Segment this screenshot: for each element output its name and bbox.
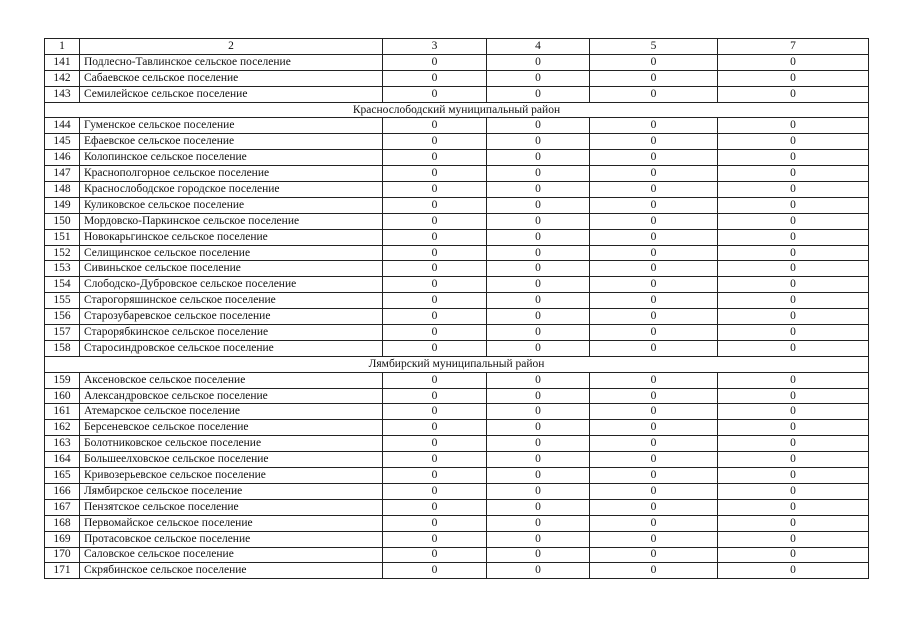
value-cell: 0: [487, 325, 590, 341]
table-row: [45, 229, 869, 245]
table-row: [45, 134, 869, 150]
value-cell: 0: [383, 547, 487, 563]
table-row: [45, 182, 869, 198]
value-cell: 0: [718, 197, 869, 213]
table-row: [45, 515, 869, 531]
value-cell: 0: [718, 182, 869, 198]
value-cell: 0: [718, 515, 869, 531]
row-number: 143: [45, 86, 80, 102]
value-cell: 0: [383, 563, 487, 579]
value-cell: 0: [383, 54, 487, 70]
value-cell: 0: [590, 468, 718, 484]
table-row: [45, 563, 869, 579]
value-cell: 0: [487, 452, 590, 468]
value-cell: 0: [590, 483, 718, 499]
value-cell: 0: [383, 531, 487, 547]
row-number: 155: [45, 293, 80, 309]
value-cell: 0: [590, 531, 718, 547]
value-cell: 0: [487, 420, 590, 436]
table-row: [45, 277, 869, 293]
value-cell: 0: [487, 372, 590, 388]
table-row: [45, 293, 869, 309]
value-cell: 0: [590, 420, 718, 436]
table-row: [45, 420, 869, 436]
value-cell: 0: [383, 388, 487, 404]
value-cell: 0: [487, 515, 590, 531]
table-row: [45, 213, 869, 229]
value-cell: 0: [383, 420, 487, 436]
value-cell: 0: [718, 388, 869, 404]
table-row: [45, 245, 869, 261]
value-cell: 0: [487, 54, 590, 70]
settlement-name: Александровское сельское поселение: [80, 388, 383, 404]
value-cell: 0: [383, 229, 487, 245]
value-cell: 0: [487, 166, 590, 182]
settlement-name: Краснополгорное сельское поселение: [80, 166, 383, 182]
value-cell: 0: [383, 166, 487, 182]
row-number: 164: [45, 452, 80, 468]
value-cell: 0: [718, 436, 869, 452]
column-number-row: [45, 39, 869, 55]
settlement-name: Старорябкинское сельское поселение: [80, 325, 383, 341]
value-cell: 0: [487, 531, 590, 547]
district-title: Лямбирский муниципальный район: [45, 356, 869, 372]
row-number: 167: [45, 499, 80, 515]
row-number: 159: [45, 372, 80, 388]
value-cell: 0: [383, 261, 487, 277]
table-row: [45, 150, 869, 166]
value-cell: 0: [487, 468, 590, 484]
district-section-row: [45, 102, 869, 118]
settlement-name: Селищинское сельское поселение: [80, 245, 383, 261]
settlement-name: Старогоряшинское сельское поселение: [80, 293, 383, 309]
value-cell: 0: [487, 547, 590, 563]
value-cell: 0: [590, 213, 718, 229]
settlement-name: Подлесно-Тавлинское сельское поселение: [80, 54, 383, 70]
table-row: [45, 436, 869, 452]
value-cell: 0: [487, 229, 590, 245]
table-row: [45, 483, 869, 499]
value-cell: 0: [383, 404, 487, 420]
row-number: 158: [45, 340, 80, 356]
value-cell: 0: [487, 309, 590, 325]
value-cell: 0: [590, 452, 718, 468]
value-cell: 0: [383, 118, 487, 134]
settlement-name: Лямбирское сельское поселение: [80, 483, 383, 499]
table-row: [45, 70, 869, 86]
value-cell: 0: [718, 547, 869, 563]
value-cell: 0: [718, 293, 869, 309]
settlement-name: Новокарьгинское сельское поселение: [80, 229, 383, 245]
value-cell: 0: [487, 245, 590, 261]
value-cell: 0: [590, 404, 718, 420]
value-cell: 0: [718, 340, 869, 356]
row-number: 161: [45, 404, 80, 420]
value-cell: 0: [383, 436, 487, 452]
row-number: 154: [45, 277, 80, 293]
value-cell: 0: [718, 499, 869, 515]
column-number-3: 3: [383, 39, 487, 55]
value-cell: 0: [718, 483, 869, 499]
value-cell: 0: [718, 245, 869, 261]
row-number: 156: [45, 309, 80, 325]
value-cell: 0: [590, 563, 718, 579]
settlement-name: Первомайское сельское поселение: [80, 515, 383, 531]
table-row: [45, 166, 869, 182]
table-row: [45, 118, 869, 134]
settlement-name: Мордовско-Паркинское сельское поселение: [80, 213, 383, 229]
value-cell: 0: [590, 134, 718, 150]
settlement-name: Ефаевское сельское поселение: [80, 134, 383, 150]
row-number: 152: [45, 245, 80, 261]
table-row: [45, 468, 869, 484]
value-cell: 0: [487, 436, 590, 452]
value-cell: 0: [718, 86, 869, 102]
value-cell: 0: [383, 70, 487, 86]
value-cell: 0: [383, 483, 487, 499]
value-cell: 0: [487, 261, 590, 277]
row-number: 171: [45, 563, 80, 579]
row-number: 144: [45, 118, 80, 134]
settlement-name: Слободско-Дубровское сельское поселение: [80, 277, 383, 293]
row-number: 166: [45, 483, 80, 499]
value-cell: 0: [718, 277, 869, 293]
value-cell: 0: [590, 325, 718, 341]
value-cell: 0: [590, 54, 718, 70]
value-cell: 0: [590, 309, 718, 325]
table-row: [45, 86, 869, 102]
value-cell: 0: [718, 134, 869, 150]
value-cell: 0: [383, 515, 487, 531]
row-number: 147: [45, 166, 80, 182]
value-cell: 0: [718, 420, 869, 436]
row-number: 146: [45, 150, 80, 166]
settlement-name: Аксеновское сельское поселение: [80, 372, 383, 388]
row-number: 149: [45, 197, 80, 213]
settlement-name: Сивиньское сельское поселение: [80, 261, 383, 277]
value-cell: 0: [590, 182, 718, 198]
value-cell: 0: [590, 197, 718, 213]
district-title: Краснослободский муниципальный район: [45, 102, 869, 118]
value-cell: 0: [383, 468, 487, 484]
district-section-row: [45, 356, 869, 372]
settlement-name: Большеелховское сельское поселение: [80, 452, 383, 468]
column-number-5: 5: [590, 39, 718, 55]
row-number: 170: [45, 547, 80, 563]
value-cell: 0: [383, 309, 487, 325]
table-row: [45, 340, 869, 356]
value-cell: 0: [487, 118, 590, 134]
value-cell: 0: [487, 483, 590, 499]
value-cell: 0: [487, 150, 590, 166]
value-cell: 0: [383, 86, 487, 102]
table-row: [45, 372, 869, 388]
value-cell: 0: [487, 340, 590, 356]
row-number: 160: [45, 388, 80, 404]
value-cell: 0: [718, 229, 869, 245]
row-number: 165: [45, 468, 80, 484]
value-cell: 0: [383, 499, 487, 515]
settlement-name: Кривозерьевское сельское поселение: [80, 468, 383, 484]
value-cell: 0: [487, 277, 590, 293]
row-number: 142: [45, 70, 80, 86]
value-cell: 0: [718, 404, 869, 420]
column-number-4: 4: [487, 39, 590, 55]
value-cell: 0: [590, 229, 718, 245]
settlement-name: Колопинское сельское поселение: [80, 150, 383, 166]
value-cell: 0: [718, 452, 869, 468]
value-cell: 0: [383, 197, 487, 213]
settlement-name: Берсеневское сельское поселение: [80, 420, 383, 436]
row-number: 141: [45, 54, 80, 70]
value-cell: 0: [383, 213, 487, 229]
row-number: 162: [45, 420, 80, 436]
value-cell: 0: [718, 531, 869, 547]
row-number: 169: [45, 531, 80, 547]
value-cell: 0: [383, 134, 487, 150]
value-cell: 0: [383, 372, 487, 388]
column-number-1: 1: [45, 39, 80, 55]
value-cell: 0: [590, 245, 718, 261]
settlement-name: Скрябинское сельское поселение: [80, 563, 383, 579]
value-cell: 0: [487, 182, 590, 198]
value-cell: 0: [487, 134, 590, 150]
row-number: 163: [45, 436, 80, 452]
value-cell: 0: [590, 372, 718, 388]
value-cell: 0: [590, 515, 718, 531]
value-cell: 0: [383, 452, 487, 468]
value-cell: 0: [383, 293, 487, 309]
value-cell: 0: [383, 277, 487, 293]
row-number: 145: [45, 134, 80, 150]
settlement-name: Краснослободское городское поселение: [80, 182, 383, 198]
table-row: [45, 531, 869, 547]
value-cell: 0: [590, 293, 718, 309]
value-cell: 0: [487, 293, 590, 309]
settlement-name: Сабаевское сельское поселение: [80, 70, 383, 86]
settlement-name: Семилейское сельское поселение: [80, 86, 383, 102]
table-row: [45, 54, 869, 70]
value-cell: 0: [383, 245, 487, 261]
settlement-name: Протасовское сельское поселение: [80, 531, 383, 547]
value-cell: 0: [590, 277, 718, 293]
row-number: 153: [45, 261, 80, 277]
table-row: [45, 499, 869, 515]
settlement-name: Гуменское сельское поселение: [80, 118, 383, 134]
value-cell: 0: [383, 325, 487, 341]
value-cell: 0: [487, 499, 590, 515]
value-cell: 0: [590, 547, 718, 563]
table-row: [45, 325, 869, 341]
row-number: 151: [45, 229, 80, 245]
row-number: 148: [45, 182, 80, 198]
value-cell: 0: [718, 563, 869, 579]
table-row: [45, 547, 869, 563]
value-cell: 0: [590, 150, 718, 166]
value-cell: 0: [590, 86, 718, 102]
settlement-name: Болотниковское сельское поселение: [80, 436, 383, 452]
settlement-name: Пензятское сельское поселение: [80, 499, 383, 515]
settlement-name: Старосиндровское сельское поселение: [80, 340, 383, 356]
column-number-2: 2: [80, 39, 383, 55]
value-cell: 0: [718, 54, 869, 70]
table-row: [45, 452, 869, 468]
settlement-name: Атемарское сельское поселение: [80, 404, 383, 420]
value-cell: 0: [487, 213, 590, 229]
value-cell: 0: [718, 118, 869, 134]
value-cell: 0: [590, 261, 718, 277]
row-number: 168: [45, 515, 80, 531]
table-body: [45, 39, 869, 579]
value-cell: 0: [718, 372, 869, 388]
settlement-name: Куликовское сельское поселение: [80, 197, 383, 213]
value-cell: 0: [718, 261, 869, 277]
value-cell: 0: [590, 499, 718, 515]
settlements-table: [44, 38, 869, 579]
value-cell: 0: [590, 118, 718, 134]
value-cell: 0: [590, 340, 718, 356]
value-cell: 0: [718, 325, 869, 341]
value-cell: 0: [383, 182, 487, 198]
value-cell: 0: [590, 70, 718, 86]
value-cell: 0: [383, 150, 487, 166]
value-cell: 0: [590, 166, 718, 182]
value-cell: 0: [718, 150, 869, 166]
value-cell: 0: [718, 309, 869, 325]
value-cell: 0: [487, 70, 590, 86]
value-cell: 0: [487, 404, 590, 420]
table-row: [45, 197, 869, 213]
value-cell: 0: [718, 213, 869, 229]
settlement-name: Саловское сельское поселение: [80, 547, 383, 563]
table-row: [45, 309, 869, 325]
value-cell: 0: [487, 563, 590, 579]
value-cell: 0: [590, 388, 718, 404]
value-cell: 0: [718, 70, 869, 86]
value-cell: 0: [590, 436, 718, 452]
settlement-name: Старозубаревское сельское поселение: [80, 309, 383, 325]
value-cell: 0: [487, 197, 590, 213]
row-number: 157: [45, 325, 80, 341]
column-number-7: 7: [718, 39, 869, 55]
value-cell: 0: [718, 468, 869, 484]
row-number: 150: [45, 213, 80, 229]
value-cell: 0: [718, 166, 869, 182]
table-row: [45, 261, 869, 277]
table-row: [45, 388, 869, 404]
table-row: [45, 404, 869, 420]
value-cell: 0: [487, 388, 590, 404]
value-cell: 0: [383, 340, 487, 356]
value-cell: 0: [487, 86, 590, 102]
